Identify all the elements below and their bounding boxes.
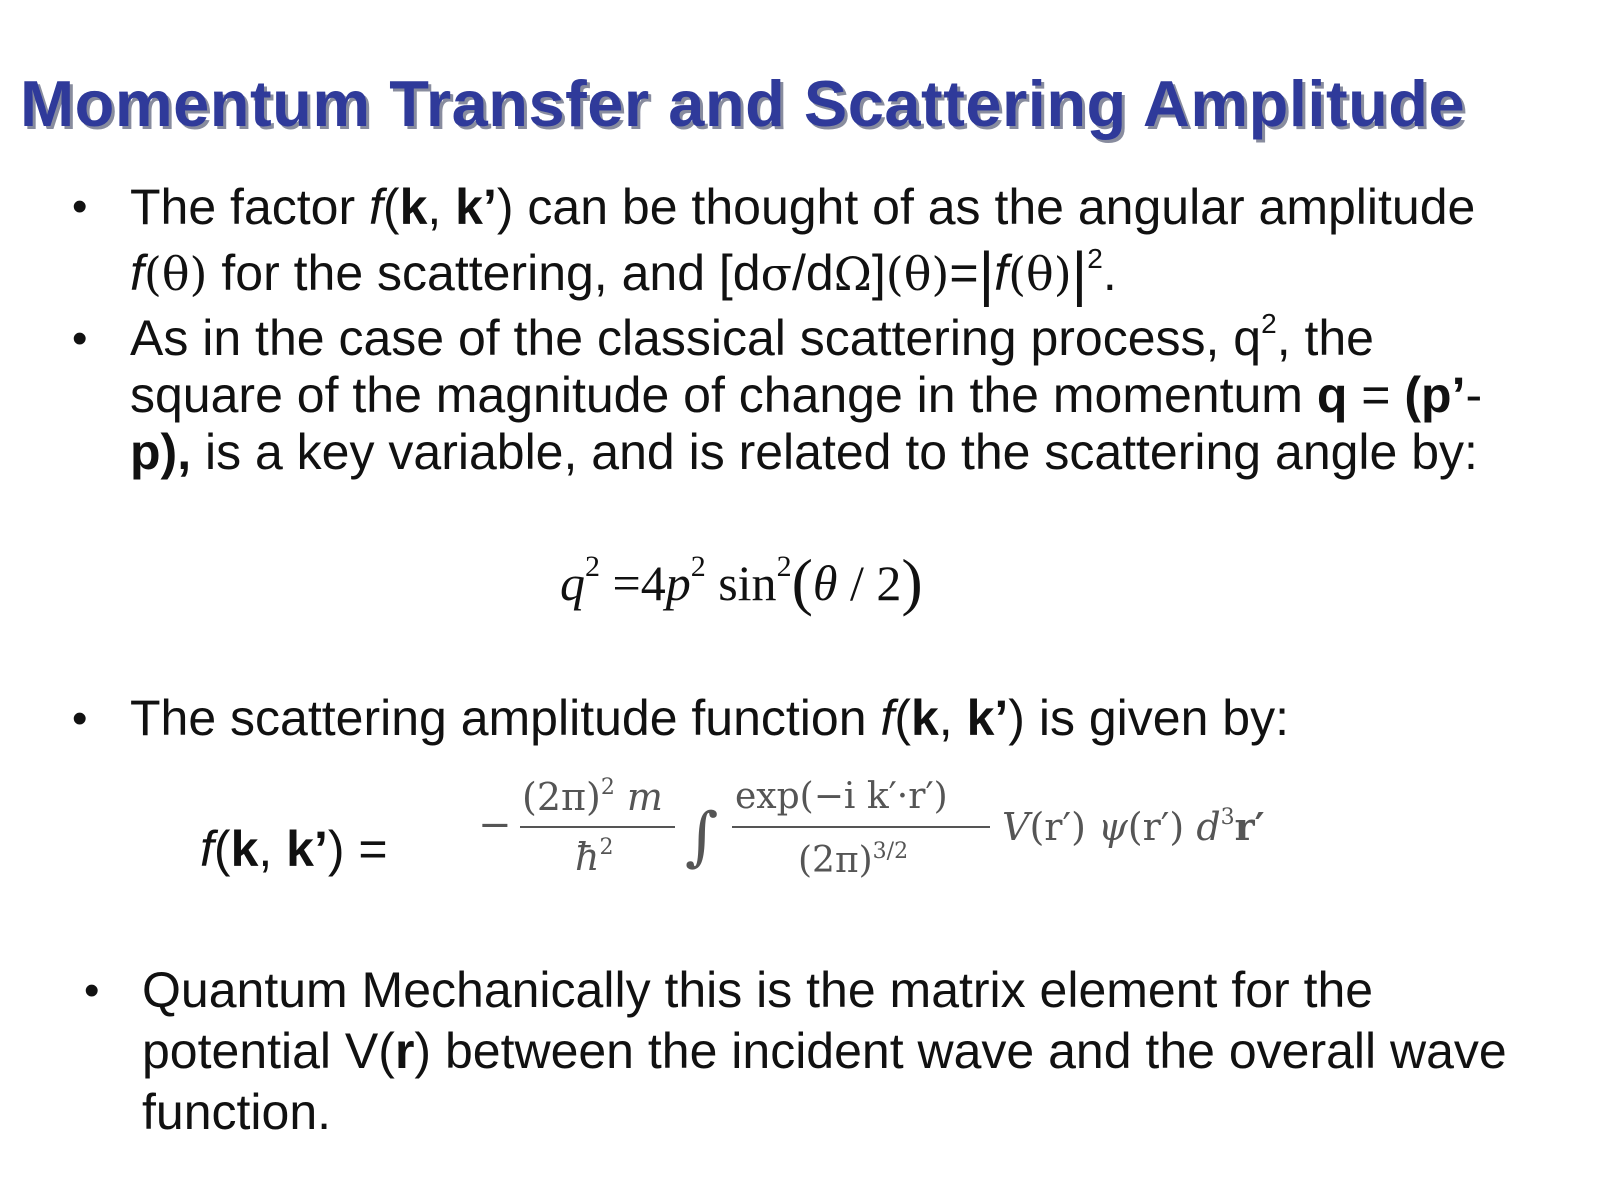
bullet-dot: •: [72, 314, 88, 363]
bullet-item-1: • The factor f(k, k’) can be thought of as the angular amplitude f(θ) for the scattering, and $[d\sigma/d\Omega](\theta)=|f(\theta)|^2$.: [130, 174, 1530, 307]
formula-denominator-left: $ħ^2$: [575, 835, 614, 879]
bullet-dot: •: [72, 694, 88, 743]
formula-denominator-right: $(2\pi)^{3/2}$: [798, 839, 909, 881]
amplitude-lhs: f(k, k’) =: [200, 821, 388, 877]
bullet-item-2: • As in the case of the classical scattering process, $q^2$, the square of the magnitude of change in the momentum q = (p’- p), is a key variable, and is related to the scattering angle by:: [72, 308, 1483, 480]
bullet-item-4: • Quantum Mechanically this is the matrix element for the potential V(r) between the incident wave and the overall wave function.: [84, 962, 1507, 1140]
formula-numerator-right: exp(−i k′·r′): [735, 776, 948, 817]
formula-minus: −: [478, 802, 512, 848]
bullet-item-3: • The scattering amplitude function f(k, k’) is given by:: [72, 690, 1289, 746]
bullet-dot: •: [84, 966, 100, 1015]
integral-sign: ∫: [685, 800, 719, 874]
slide-title: Momentum Transfer and Scattering Amplitude: [20, 67, 1466, 140]
formula-numerator-left: $(2\pi)^2$ m: [522, 775, 663, 819]
formula-tail: V(r′) ψ(r′) $d^3r'$: [1002, 804, 1265, 849]
momentum-transfer-equation: $q^2 =4p^2$ $\sin^2(\theta / 2)$: [560, 546, 923, 617]
scattering-amplitude-formula: [470, 770, 1330, 900]
bullet-dot: •: [72, 182, 88, 231]
